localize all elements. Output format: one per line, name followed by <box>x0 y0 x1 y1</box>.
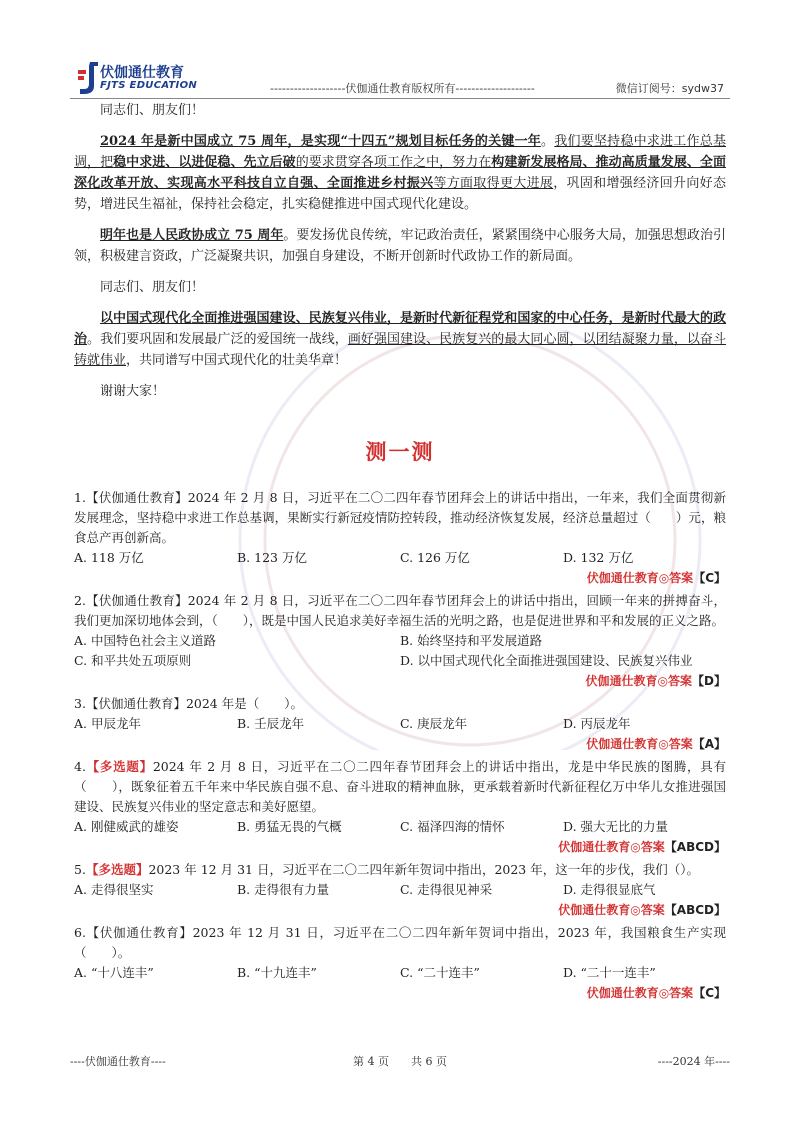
option-a: A. 中国特色社会主义道路 <box>74 633 216 648</box>
logo <box>76 60 196 100</box>
underlined-text: 等方面取得更大进展 <box>433 176 554 191</box>
underlined-text: 我们要坚持稳中求进工作总基调，把 <box>74 134 726 170</box>
answer <box>74 734 726 754</box>
answer-key: 【D】 <box>692 674 726 688</box>
question-number: 2. <box>74 593 86 608</box>
answer <box>74 671 726 691</box>
option-d: D. 走得很显底气 <box>563 882 656 897</box>
question-stem <box>74 694 726 714</box>
answer-key: 【C】 <box>693 986 726 1000</box>
emphasis-text: 稳中求进、以进促稳、先立后破 <box>113 155 296 170</box>
question-1 <box>74 488 726 588</box>
question-text: 2023 年 12 月 31 日，习近平在二〇二四年新年贺词中指出，2023 年，我国粮食生产实现（ ）。 <box>74 925 726 960</box>
option-b: B. “十九连丰” <box>237 965 317 980</box>
answer-label: 答案 <box>669 986 694 1000</box>
answer-prefix: 伏伽通仕教育◎ <box>586 571 670 585</box>
option-c: C. 和平共处五项原则 <box>74 653 192 668</box>
question-tag: 【多选题】 <box>85 862 149 877</box>
answer <box>74 900 726 920</box>
greeting-text: 同志们、朋友们！ <box>100 103 205 118</box>
answer-prefix: 伏伽通仕教育◎ <box>558 903 641 917</box>
question-stem <box>74 860 726 880</box>
question-tag: 【伏伽通仕教育】 <box>85 696 186 711</box>
option-b: B. 始终坚持和平发展道路 <box>400 633 543 648</box>
footer-left: ----伏伽通仕教育---- <box>70 1055 166 1068</box>
option-c: C. 126 万亿 <box>400 550 470 565</box>
quiz-questions <box>74 488 726 1006</box>
closing <box>74 381 726 402</box>
question-tag: 【伏伽通仕教育】 <box>85 593 188 608</box>
option-a: A. 走得很坚实 <box>74 882 154 897</box>
question-number: 5. <box>74 862 86 877</box>
plain-text: 。我们要巩固和发展最广泛的爱国统一战线， <box>87 332 348 347</box>
answer <box>74 983 726 1003</box>
question-text: 2023 年 12 月 31 日，习近平在二〇二四年新年贺词中指出，2023 年，这一年的步伐，我们（）。 <box>148 862 699 877</box>
options <box>74 817 726 837</box>
paragraph-2 <box>74 225 726 267</box>
header-divider <box>70 98 730 99</box>
plain-text: 。 <box>541 134 555 149</box>
option-d: D. 132 万亿 <box>563 550 634 565</box>
logo-mark-icon <box>76 60 100 96</box>
answer-prefix: 伏伽通仕教育◎ <box>586 737 669 751</box>
question-text: 2024 年是（ ）。 <box>185 696 303 711</box>
options <box>74 631 726 651</box>
answer-label: 答案 <box>668 737 693 751</box>
answer-prefix: 伏伽通仕教育◎ <box>558 840 641 854</box>
section-title: 测一测 <box>365 439 435 464</box>
answer-prefix: 伏伽通仕教育◎ <box>586 986 670 1000</box>
plain-text: 。要发扬优良传统，牢记政治责任，紧紧围绕中心服务大局，加强思想政治引领，积极建言资政，广泛凝聚共识，加强自身建设，不断开创新时代政协工作的新局面。 <box>74 228 726 264</box>
answer-label: 答案 <box>640 903 665 917</box>
question-number: 6. <box>74 925 86 940</box>
option-c: C. “二十连丰” <box>400 965 480 980</box>
option-b: B. 勇猛无畏的气概 <box>237 819 342 834</box>
question-stem <box>74 488 726 548</box>
answer-prefix: 伏伽通仕教育◎ <box>585 674 669 688</box>
question-stem <box>74 757 726 817</box>
question-number: 4. <box>74 759 86 774</box>
plain-text: ，共同谱写中国式现代化的壮美华章！ <box>126 353 348 368</box>
underlined-text: 的要求贯穿各项工作之中，努力在 <box>295 155 492 170</box>
answer-key: 【A】 <box>692 737 726 751</box>
paragraph-1 <box>74 131 726 215</box>
emphasis-text: 以中国式现代化全面推进强国建设、民族复兴伟业，是新时代新征程党和国家的中心任务，是新时代最大的政治 <box>74 311 726 347</box>
question-number: 1. <box>74 490 86 505</box>
option-d: D. 强大无比的力量 <box>563 819 669 834</box>
header-copyright: -------------------伏伽通仕教育版权所有-------------------- <box>270 82 535 95</box>
answer <box>74 837 726 857</box>
question-4 <box>74 757 726 857</box>
emphasis-text: 2024 年是新中国成立 75 周年，是实现“十四五”规划目标任务的关键一年 <box>100 134 542 149</box>
option-a: A. “十八连丰” <box>74 965 154 980</box>
options <box>74 651 726 671</box>
answer-label: 答案 <box>640 840 665 854</box>
option-b: B. 走得很有力量 <box>237 882 330 897</box>
answer-label: 答案 <box>668 674 693 688</box>
option-a: A. 甲辰龙年 <box>74 716 141 731</box>
question-text: 2024 年 2 月 8 日，习近平在二〇二四年春节团拜会上的讲话中指出，一年来，我们全面贯彻新发展理念，坚持稳中求进工作总基调，果断实行新冠疫情防控转段，推动经济恢复发展，经济总量超过（ ）元，粮食总产再创新高。 <box>74 490 726 545</box>
header-wechat: 微信订阅号：sydw37 <box>615 82 724 95</box>
answer-key: 【C】 <box>693 571 726 585</box>
option-c: C. 福泽四海的情怀 <box>400 819 505 834</box>
question-number: 3. <box>74 696 86 711</box>
question-text: 2024 年 2 月 8 日，习近平在二〇二四年春节团拜会上的讲话中指出，龙是中华民族的图腾，具有（ ），既象征着五千年来中华民族自强不息、奋斗进取的精神血脉，更承载着新时代新征程亿万中华儿女推进强国建设、民族复兴伟业的坚定意志和美好愿望。 <box>74 759 726 814</box>
page-header <box>70 58 730 100</box>
question-stem <box>74 591 726 631</box>
option-d: D. “二十一连丰” <box>563 965 656 980</box>
question-stem <box>74 923 726 963</box>
greeting-text: 同志们、朋友们！ <box>100 280 205 295</box>
logo-chinese-text: 伏伽通仕教育 <box>100 65 184 81</box>
options <box>74 548 726 568</box>
question-5 <box>74 860 726 920</box>
underlined-text: 画好强国建设、民族复兴的最大同心圆，以团结凝聚力量，以奋斗铸就伟业 <box>74 332 726 368</box>
options <box>74 963 726 983</box>
question-text: 2024 年 2 月 8 日，习近平在二〇二四年春节团拜会上的讲话中指出，回顾一年来的拼搏奋斗，我们更加深切地体会到，（ ），既是中国人民追求美好幸福生活的光明之路，也是促进世界和平和发展的正义之路。 <box>74 593 726 628</box>
option-a: A. 刚健威武的雄姿 <box>74 819 179 834</box>
options <box>74 714 726 734</box>
question-tag: 【伏伽通仕教育】 <box>85 490 188 505</box>
option-d: D. 丙辰龙年 <box>563 716 631 731</box>
footer-right: ----2024 年---- <box>657 1055 730 1068</box>
greeting <box>74 277 726 298</box>
answer-key: 【ABCD】 <box>664 840 726 854</box>
option-c: C. 走得很见神采 <box>400 882 493 897</box>
answer <box>74 568 726 588</box>
emphasis-text: 构建新发展格局、推动高质量发展、全面深化改革开放、实现高水平科技自立自强、全面推进乡村振兴 <box>74 155 726 191</box>
option-b: B. 壬辰龙年 <box>237 716 305 731</box>
option-d: D. 以中国式现代化全面推进强国建设、民族复兴伟业 <box>400 653 693 668</box>
closing-text: 谢谢大家！ <box>100 384 166 399</box>
speech-body <box>74 100 726 412</box>
question-tag: 【伏伽通仕教育】 <box>85 925 193 940</box>
answer-key: 【ABCD】 <box>664 903 726 917</box>
question-3 <box>74 694 726 754</box>
question-2 <box>74 591 726 691</box>
paragraph-3 <box>74 308 726 371</box>
options <box>74 880 726 900</box>
plain-text: ，巩固和增强经济回升向好态势，增进民生福祉，保持社会稳定，扎实稳健推进中国式现代化建设。 <box>74 176 726 212</box>
logo-english-text: FJTS EDUCATION <box>100 80 198 91</box>
emphasis-text: 明年也是人民政协成立 75 周年 <box>100 228 284 243</box>
option-c: C. 庚辰龙年 <box>400 716 468 731</box>
question-6 <box>74 923 726 1003</box>
option-a: A. 118 万亿 <box>74 550 144 565</box>
page-number: 第 4 页 共 6 页 <box>353 1055 447 1068</box>
answer-label: 答案 <box>669 571 694 585</box>
option-b: B. 123 万亿 <box>237 550 307 565</box>
question-tag: 【多选题】 <box>85 759 153 774</box>
greeting <box>74 100 726 121</box>
